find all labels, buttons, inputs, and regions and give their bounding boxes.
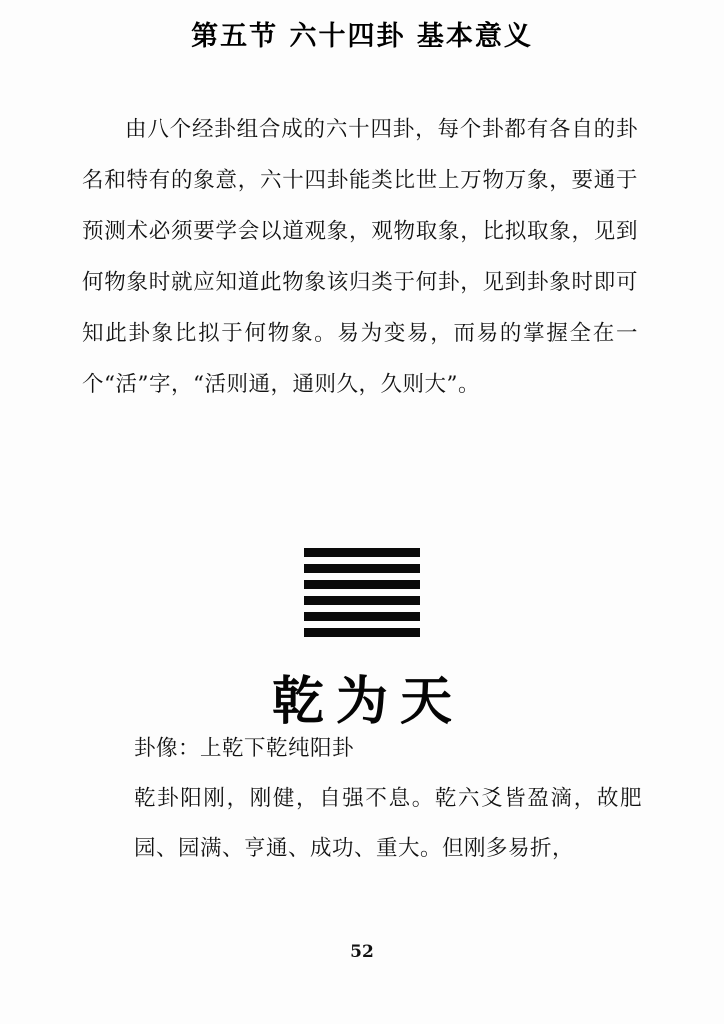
intro-paragraph-block: [82, 104, 638, 410]
hexagram-line-3: [304, 596, 420, 605]
hexagram-lines: [304, 548, 420, 637]
paragraph-gua-image: 卦像：上乾下乾纯阳卦: [134, 736, 355, 761]
paragraph-intro: 由八个经卦组合成的六十四卦，每个卦都有各自的卦名和特有的象意，六十四卦能类比世上万物万象，要通于预测术必须要学会以道观象，观物取象，比拟取象，见到何物象时就应知道此物象该归类于何卦，见到卦象时即可知此卦象比拟于何物象。易为变易，而易的掌握全在一个“活”字，“活则通，通则久，久则大”。: [82, 117, 638, 397]
hexagram-line-5: [304, 564, 420, 573]
paragraph-gua-meaning: 乾卦阳刚，刚健，自强不息。乾六爻皆盈滴，故肥园、园满、亨通、成功、重大。但刚多易折，: [134, 786, 642, 861]
hexagram-line-2: [304, 612, 420, 621]
page-title: 第五节 六十四卦 基本意义: [191, 21, 533, 52]
hexagram-line-6: [304, 548, 420, 557]
hexagram-name: 乾为天: [271, 671, 464, 732]
hexagram-line-4: [304, 580, 420, 589]
hexagram-figure: [0, 548, 724, 734]
hexagram-line-1: [304, 628, 420, 637]
page-number: 52: [350, 942, 374, 962]
hexagram-description-block: [134, 724, 642, 874]
